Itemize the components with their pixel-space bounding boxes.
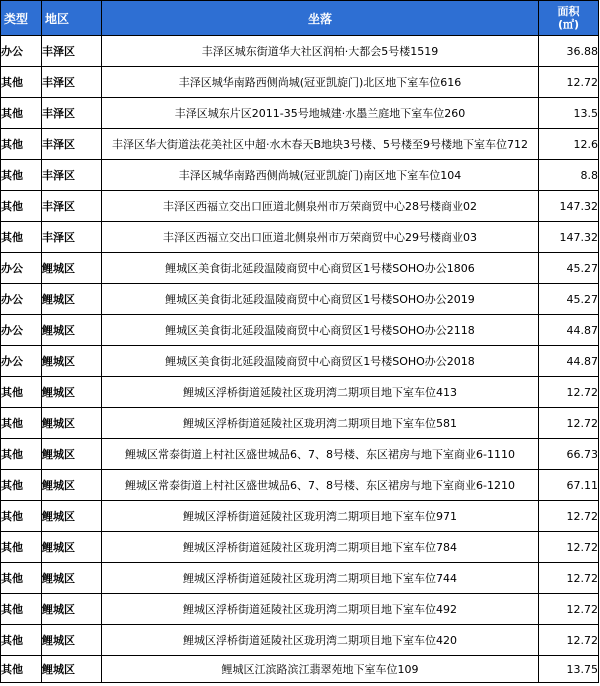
cell-location: 鲤城区常泰街道上村社区盛世城品6、7、8号楼、东区裙房与地下室商业6-1110 (102, 439, 539, 470)
cell-location: 丰泽区城东片区2011-35号地城建·水墨兰庭地下室车位260 (102, 98, 539, 129)
cell-area: 鲤城区 (42, 532, 102, 563)
cell-type: 其他 (1, 67, 42, 98)
cell-type: 其他 (1, 532, 42, 563)
table-row (1, 439, 599, 470)
cell-size: 66.73 (539, 439, 599, 470)
cell-size: 147.32 (539, 191, 599, 222)
cell-type: 其他 (1, 625, 42, 656)
cell-area: 鲤城区 (42, 408, 102, 439)
cell-location: 鲤城区美食街北延段温陵商贸中心商贸区1号楼SOHO办公2019 (102, 284, 539, 315)
cell-location: 鲤城区常泰街道上村社区盛世城品6、7、8号楼、东区裙房与地下室商业6-1210 (102, 470, 539, 501)
cell-type: 其他 (1, 222, 42, 253)
cell-type: 办公 (1, 36, 42, 67)
cell-area: 鲤城区 (42, 253, 102, 284)
cell-location: 鲤城区美食街北延段温陵商贸中心商贸区1号楼SOHO办公2018 (102, 346, 539, 377)
table-row (1, 129, 599, 160)
cell-area: 鲤城区 (42, 377, 102, 408)
cell-size: 12.72 (539, 563, 599, 594)
table-row (1, 532, 599, 563)
cell-area: 丰泽区 (42, 129, 102, 160)
cell-area: 丰泽区 (42, 191, 102, 222)
table-row (1, 253, 599, 284)
table-row (1, 501, 599, 532)
table-row (1, 594, 599, 625)
cell-size: 36.88 (539, 36, 599, 67)
cell-area: 丰泽区 (42, 222, 102, 253)
cell-size: 12.72 (539, 377, 599, 408)
cell-location: 丰泽区华大街道法花美社区中超·水木春天B地块3号楼、5号楼至9号楼地下室车位712 (102, 129, 539, 160)
table-row (1, 36, 599, 67)
cell-location: 鲤城区浮桥街道延陵社区珑玥湾二期项目地下室车位413 (102, 377, 539, 408)
cell-location: 丰泽区城东街道华大社区润柏·大都会5号楼1519 (102, 36, 539, 67)
cell-area: 鲤城区 (42, 470, 102, 501)
cell-size: 12.72 (539, 408, 599, 439)
table-row (1, 470, 599, 501)
table-row (1, 377, 599, 408)
cell-area: 鲤城区 (42, 594, 102, 625)
cell-location: 丰泽区西福立交出口匝道北侧泉州市万荣商贸中心28号楼商业02 (102, 191, 539, 222)
cell-type: 办公 (1, 315, 42, 346)
cell-type: 其他 (1, 191, 42, 222)
cell-location: 丰泽区城华南路西侧尚城(冠亚凯旋门)南区地下室车位104 (102, 160, 539, 191)
cell-location: 鲤城区浮桥街道延陵社区珑玥湾二期项目地下室车位971 (102, 501, 539, 532)
table-row (1, 67, 599, 98)
column-header-location: 坐落 (102, 1, 539, 36)
cell-type: 其他 (1, 470, 42, 501)
column-header-size-label: 面积 (557, 5, 580, 18)
table-row (1, 563, 599, 594)
column-header-size-unit: (㎡) (557, 18, 580, 31)
cell-area: 鲤城区 (42, 315, 102, 346)
cell-area: 丰泽区 (42, 98, 102, 129)
cell-size: 44.87 (539, 315, 599, 346)
cell-type: 其他 (1, 408, 42, 439)
cell-area: 丰泽区 (42, 36, 102, 67)
table-body (1, 36, 599, 683)
cell-location: 鲤城区江滨路滨江翡翠苑地下室车位109 (102, 656, 539, 683)
cell-size: 45.27 (539, 253, 599, 284)
header-row (1, 1, 599, 36)
cell-size: 12.72 (539, 532, 599, 563)
column-header-size (539, 1, 599, 36)
cell-type: 其他 (1, 563, 42, 594)
cell-size: 13.5 (539, 98, 599, 129)
cell-type: 办公 (1, 253, 42, 284)
cell-size: 8.8 (539, 160, 599, 191)
cell-area: 鲤城区 (42, 346, 102, 377)
cell-size: 12.72 (539, 625, 599, 656)
table-row (1, 98, 599, 129)
cell-type: 其他 (1, 129, 42, 160)
cell-area: 鲤城区 (42, 439, 102, 470)
cell-location: 鲤城区浮桥街道延陵社区珑玥湾二期项目地下室车位492 (102, 594, 539, 625)
column-header-area: 地区 (42, 1, 102, 36)
table-row (1, 284, 599, 315)
cell-area: 鲤城区 (42, 284, 102, 315)
cell-type: 办公 (1, 346, 42, 377)
cell-size: 45.27 (539, 284, 599, 315)
cell-location: 鲤城区美食街北延段温陵商贸中心商贸区1号楼SOHO办公1806 (102, 253, 539, 284)
table-row (1, 625, 599, 656)
cell-location: 丰泽区城华南路西侧尚城(冠亚凯旋门)北区地下室车位616 (102, 67, 539, 98)
cell-size: 13.75 (539, 656, 599, 683)
cell-location: 鲤城区浮桥街道延陵社区珑玥湾二期项目地下室车位784 (102, 532, 539, 563)
cell-type: 其他 (1, 377, 42, 408)
cell-location: 鲤城区浮桥街道延陵社区珑玥湾二期项目地下室车位420 (102, 625, 539, 656)
cell-type: 其他 (1, 160, 42, 191)
cell-size: 12.6 (539, 129, 599, 160)
table-row (1, 222, 599, 253)
cell-area: 鲤城区 (42, 625, 102, 656)
cell-area: 鲤城区 (42, 501, 102, 532)
table-row (1, 160, 599, 191)
cell-area: 丰泽区 (42, 67, 102, 98)
table-row (1, 191, 599, 222)
cell-location: 鲤城区浮桥街道延陵社区珑玥湾二期项目地下室车位744 (102, 563, 539, 594)
cell-type: 其他 (1, 501, 42, 532)
cell-size: 12.72 (539, 594, 599, 625)
cell-size: 67.11 (539, 470, 599, 501)
cell-location: 鲤城区美食街北延段温陵商贸中心商贸区1号楼SOHO办公2118 (102, 315, 539, 346)
cell-type: 其他 (1, 656, 42, 683)
cell-type: 其他 (1, 439, 42, 470)
column-header-type: 类型 (1, 1, 42, 36)
cell-location: 鲤城区浮桥街道延陵社区珑玥湾二期项目地下室车位581 (102, 408, 539, 439)
table-row (1, 408, 599, 439)
table-row (1, 656, 599, 683)
table-row (1, 346, 599, 377)
table-row (1, 315, 599, 346)
cell-area: 鲤城区 (42, 563, 102, 594)
cell-size: 12.72 (539, 67, 599, 98)
cell-type: 其他 (1, 98, 42, 129)
cell-type: 办公 (1, 284, 42, 315)
cell-area: 丰泽区 (42, 160, 102, 191)
cell-type: 其他 (1, 594, 42, 625)
cell-size: 12.72 (539, 501, 599, 532)
cell-size: 44.87 (539, 346, 599, 377)
cell-size: 147.32 (539, 222, 599, 253)
cell-area: 鲤城区 (42, 656, 102, 683)
cell-location: 丰泽区西福立交出口匝道北侧泉州市万荣商贸中心29号楼商业03 (102, 222, 539, 253)
